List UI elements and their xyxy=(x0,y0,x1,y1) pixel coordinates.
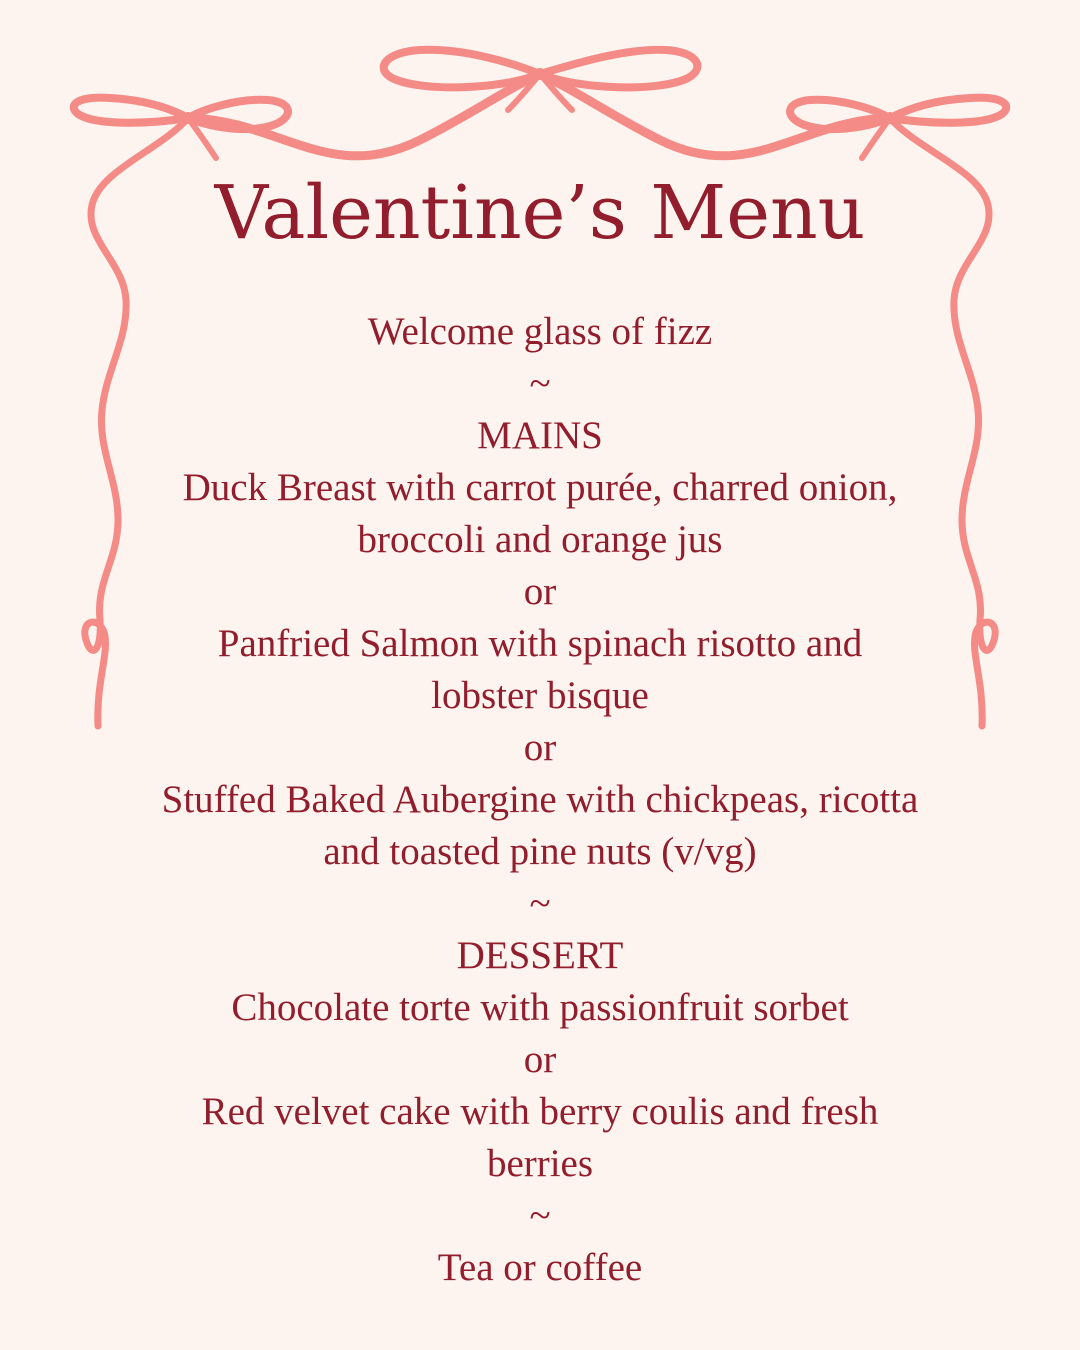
separator-tilde: ~ xyxy=(529,1194,551,1237)
center-bow-left-loop xyxy=(384,50,540,88)
main-item-duck-line-1: Duck Breast with carrot purée, charred onion, xyxy=(182,466,898,509)
welcome-drink: Welcome glass of fizz xyxy=(367,310,713,353)
main-item-duck-line-2: broccoli and orange jus xyxy=(357,518,723,561)
center-bow-knot xyxy=(534,68,546,80)
dessert-item-red-velvet-line-2: berries xyxy=(486,1142,594,1185)
menu-list xyxy=(120,306,960,1294)
main-item-salmon-line-1: Panfried Salmon with spinach risotto and xyxy=(217,622,863,665)
right-bow-right-loop xyxy=(890,98,1006,123)
separator-tilde: ~ xyxy=(529,882,551,925)
main-item-salmon-line-2: lobster bisque xyxy=(431,674,649,717)
center-bow-right-loop xyxy=(540,50,697,88)
dessert-item-red-velvet-line-1: Red velvet cake with berry coulis and fresh xyxy=(201,1090,879,1133)
left-bow-left-loop xyxy=(74,98,188,123)
dessert-heading: DESSERT xyxy=(456,934,624,977)
or-divider: or xyxy=(523,570,557,613)
main-item-aubergine-line-1: Stuffed Baked Aubergine with chickpeas, ricotta xyxy=(161,778,919,821)
dessert-item-torte: Chocolate torte with passionfruit sorbet xyxy=(231,986,849,1029)
separator-tilde: ~ xyxy=(529,362,551,405)
mains-heading: MAINS xyxy=(477,414,603,457)
menu-title: Valentine’s Menu xyxy=(214,170,866,256)
or-divider: or xyxy=(523,726,557,769)
main-item-aubergine-line-2: and toasted pine nuts (v/vg) xyxy=(323,830,757,873)
closing-tea-coffee: Tea or coffee xyxy=(437,1246,643,1289)
or-divider: or xyxy=(523,1038,557,1081)
